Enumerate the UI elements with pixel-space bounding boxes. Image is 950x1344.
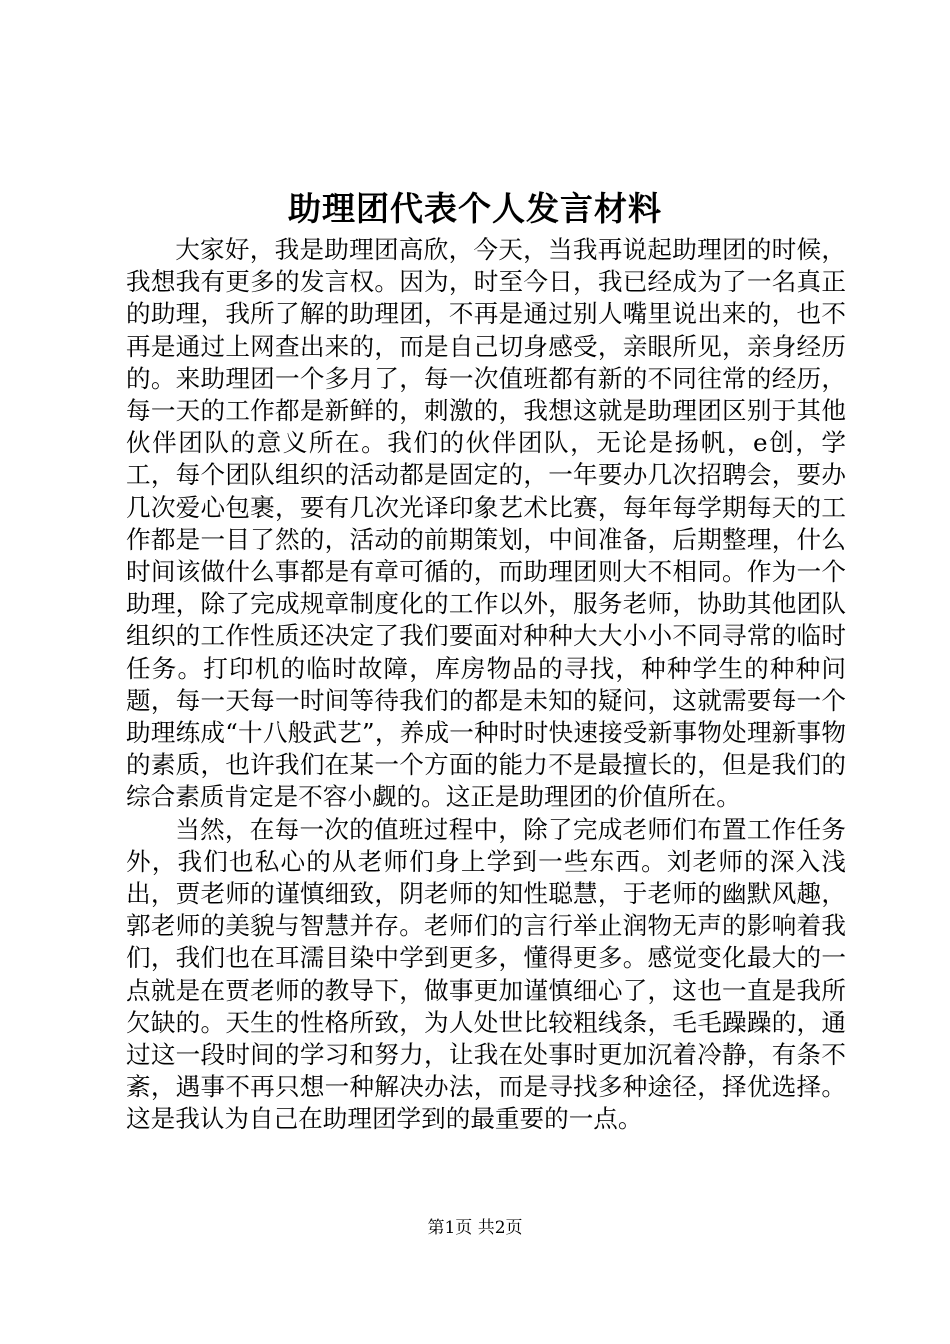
paragraph-1: 大家好，我是助理团高欣，今天，当我再说起助理团的时候，我想我有更多的发言权。因为，时至今日，我已经成为了一名真正的助理，我所了解的助理团，不再是通过别人嘴里说出来的，也不再是通过上网查出来的，而是自己切身感受，亲眼所见，亲身经历的。来助理团一个多月了，每一次值班都有新的不同往常的经历，每一天的工作都是新鲜的，刺激的，我想这就是助理团区别于其他伙伴团队的意义所在。我们的伙伴团队，无论是扬帆，e创，学工，每个团队组织的活动都是固定的，一年要办几次招聘会，要办几次爱心包裹，要有几次光译印象艺术比赛，每年每学期每天的工作都是一目了然的，活动的前期策划，中间准备，后期整理，什么时间该做什么事都是有章可循的，而助理团则大不相同。作为一个助理，除了完成规章制度化的工作以外，服务老师，协助其他团队组织的工作性质还决定了我们要面对种种大大小小不同寻常的临时任务。打印机的临时故障，库房物品的寻找，种种学生的种种问题，每一天每一时间等待我们的都是未知的疑问，这就需要每一个助理练成“十八般武艺”，养成一种时时快速接受新事物处理新事物的素质，也许我们在某一个方面的能力不是最擅长的，但是我们的综合素质肯定是不容小觑的。这正是助理团的价值所在。: [126, 235, 846, 812]
document-title: 助理团代表个人发言材料: [288, 189, 662, 228]
document-body: [126, 234, 846, 1136]
paragraph-2: 当然，在每一次的值班过程中，除了完成老师们布置工作任务外，我们也私心的从老师们身上学到一些东西。刘老师的深入浅出，贾老师的谨慎细致，阴老师的知性聪慧，于老师的幽默风趣，郭老师的美貌与智慧并存。老师们的言行举止润物无声的影响着我们，我们也在耳濡目染中学到更多，懂得更多。感觉变化最大的一点就是在贾老师的教导下，做事更加谨慎细心了，这也一直是我所欠缺的。天生的性格所致，为人处世比较粗线条，毛毛躁躁的，通过这一段时间的学习和努力，让我在处事时更加沉着冷静，有条不紊，遇事不再只想一种解决办法，而是寻找多种途径，择优选择。这是我认为自己在助理团学到的最重要的一点。: [126, 814, 846, 1134]
page-number-footer: 第1页 共2页: [427, 1218, 523, 1238]
